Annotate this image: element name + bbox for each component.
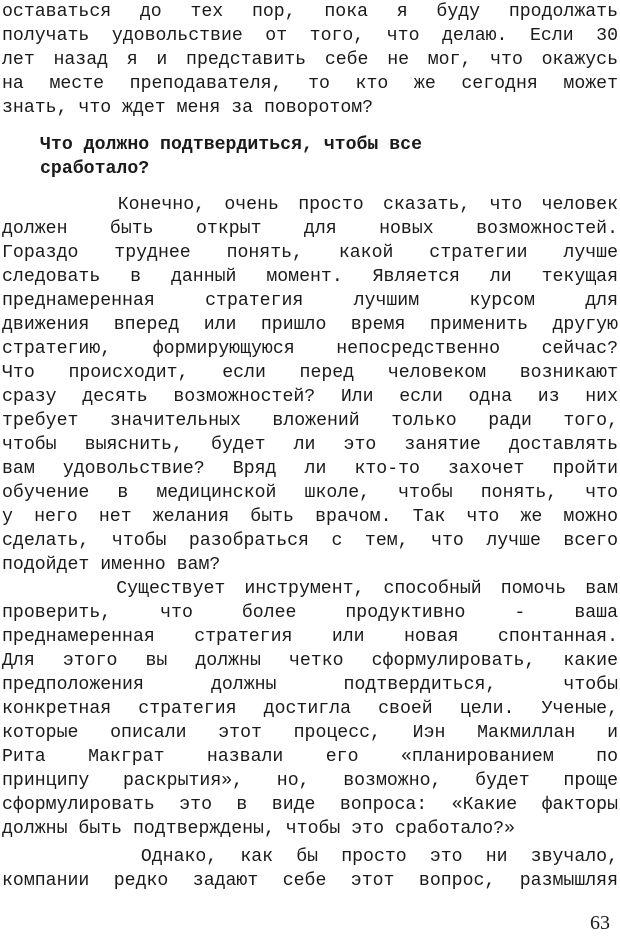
- text-line: сформулировать это в виде вопроса: «Какие факторы: [2, 795, 618, 815]
- text-line: проверить, что более продуктивно - ваша: [2, 603, 618, 623]
- text-line: чтобы выяснить, будет ли это занятие доставлять: [2, 435, 618, 455]
- text-line: оставаться до тех пор, пока я буду продолжать: [2, 2, 618, 22]
- text-line: лет назад я и представить себе не мог, что окажусь: [2, 50, 618, 70]
- text-line: вам удовольствие? Вряд ли кто-то захочет пройти: [2, 459, 618, 479]
- text-line: предположения должны подтвердиться, чтобы: [2, 675, 618, 695]
- text-line: Конечно, очень просто сказать, что человек: [2, 195, 618, 215]
- text-line: Для этого вы должны четко сформулировать, какие: [2, 651, 618, 671]
- text-line: у него нет желания быть врачом. Так что же можно: [2, 507, 618, 527]
- text-line: компании редко задают себе этот вопрос, размышляя: [2, 871, 618, 891]
- text-line: сразу десять возможностей? Или если одна из них: [2, 387, 618, 407]
- text-line: которые описали этот процесс, Иэн Макмиллан и: [2, 723, 618, 743]
- text-line: получать удовольствие от того, что делаю. Если 30: [2, 26, 618, 46]
- page-number: 63: [590, 912, 610, 934]
- text-line: Однако, как бы просто это ни звучало,: [2, 847, 618, 867]
- section-heading: Что должно подтвердиться, чтобы все: [40, 135, 422, 155]
- text-line: должны быть подтверждены, чтобы это сработало?»: [2, 819, 515, 839]
- text-line: преднамеренная стратегия лучшим курсом для: [2, 291, 618, 311]
- text-line: Гораздо труднее понять, какой стратегии лучше: [2, 243, 618, 263]
- text-line: Что происходит, если перед человеком возникают: [2, 363, 618, 383]
- text-line: Существует инструмент, способный помочь вам: [2, 579, 618, 599]
- text-line: обучение в медицинской школе, чтобы понять, что: [2, 483, 618, 503]
- section-heading: сработало?: [40, 159, 150, 179]
- text-line: сделать, чтобы разобраться с тем, что лучше всего: [2, 531, 618, 551]
- text-line: должен быть открыт для новых возможностей.: [2, 219, 618, 239]
- text-line: знать, что ждет меня за поворотом?: [2, 98, 374, 118]
- text-line: на месте преподавателя, то кто же сегодня может: [2, 74, 618, 94]
- text-line: принципу раскрытия», но, возможно, будет проще: [2, 771, 618, 791]
- text-line: конкретная стратегия достигла своей цели. Ученые,: [2, 699, 618, 719]
- text-line: движения вперед или пришло время применить другую: [2, 315, 618, 335]
- text-line: подойдет именно вам?: [2, 555, 221, 575]
- text-line: Рита Макграт назвали его «планированием по: [2, 747, 618, 767]
- text-line: преднамеренная стратегия или новая спонтанная.: [2, 627, 618, 647]
- text-line: стратегию, формирующуюся непосредственно сейчас?: [2, 339, 618, 359]
- text-line: требует значительных вложений только ради того,: [2, 411, 618, 431]
- text-line: следовать в данный момент. Является ли текущая: [2, 267, 618, 287]
